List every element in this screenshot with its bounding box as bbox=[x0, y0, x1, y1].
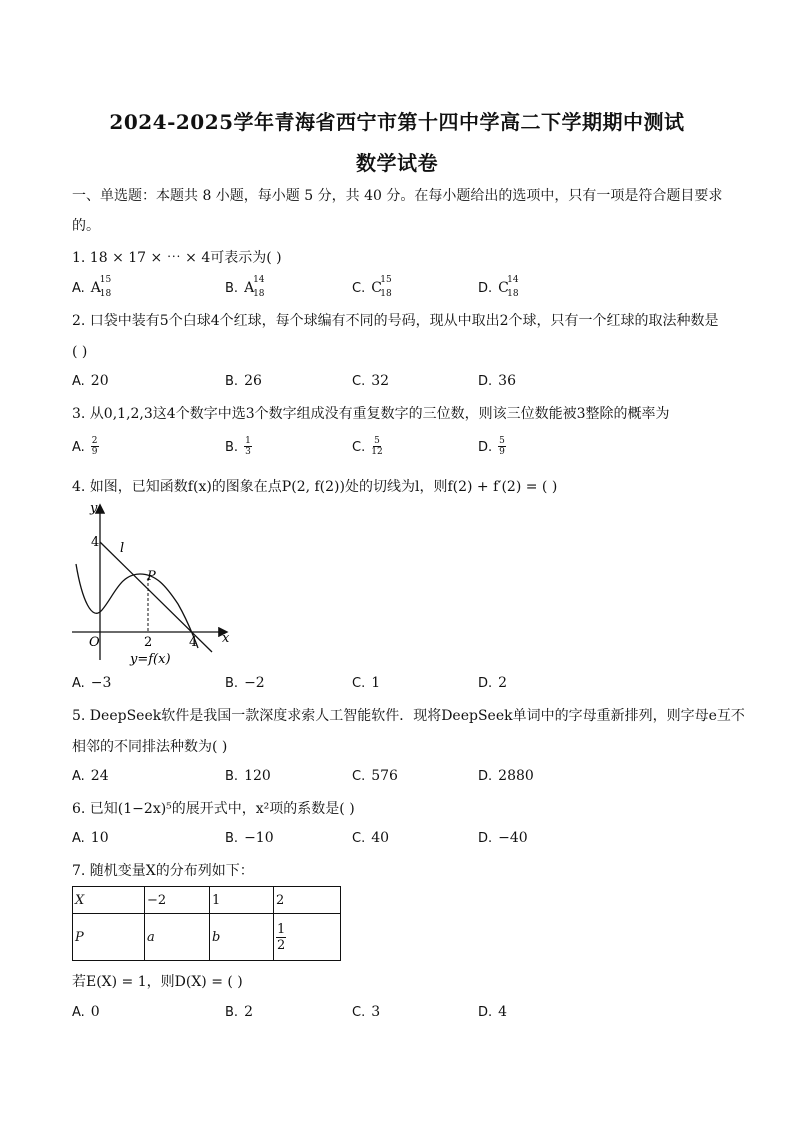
y-axis-label: y bbox=[90, 501, 98, 516]
option-b[interactable]: B. 120 bbox=[225, 768, 271, 784]
option-b[interactable]: B. −10 bbox=[225, 830, 274, 846]
question-2-options bbox=[72, 373, 732, 395]
question-6-stem: 6. 已知(1−2x)⁵的展开式中，x²项的系数是( ) bbox=[72, 801, 355, 817]
question-3-options bbox=[72, 436, 732, 458]
section-instruction: 一、单选题：本题共 8 小题，每小题 5 分，共 40 分。在每小题给出的选项中，只有一项是符合题目要求 bbox=[72, 188, 723, 204]
curve-label: y=f(x) bbox=[130, 652, 171, 667]
question-7-stem: 7. 随机变量X的分布列如下： bbox=[72, 863, 254, 879]
distribution-table bbox=[72, 886, 341, 961]
option-a[interactable]: A. A 15 18 bbox=[72, 275, 112, 299]
section-instruction-cont: 的。 bbox=[72, 218, 100, 234]
function-graph bbox=[70, 500, 240, 670]
question-5-stem: 5. DeepSeek软件是我国一款深度求索人工智能软件．现将DeepSeek单词中的字母重新排列，则字母e互不 bbox=[72, 708, 745, 724]
question-2-stem: 2. 口袋中装有5个白球4个红球，每个球编有不同的号码，现从中取出2个球，只有一个红球的取法种数是 bbox=[72, 313, 719, 329]
option-c[interactable]: C. 576 bbox=[352, 768, 398, 784]
option-b[interactable]: B. $\frac{1}{3}$ bbox=[225, 436, 251, 457]
question-7-options bbox=[72, 1004, 732, 1026]
table-row bbox=[73, 887, 341, 914]
option-c[interactable]: C. $\frac{5}{12}$ bbox=[352, 436, 383, 457]
question-1-stem: 1. 18 × 17 × ⋯ × 4可表示为( ) bbox=[72, 250, 282, 266]
question-1-options bbox=[72, 275, 732, 302]
page-title: 2024-2025学年青海省西宁市第十四中学高二下学期期中测试 bbox=[109, 110, 685, 134]
table-cell: 1 bbox=[210, 887, 274, 914]
question-4-options bbox=[72, 675, 732, 697]
tangent-label: l bbox=[120, 541, 125, 556]
option-d[interactable]: D. 4 bbox=[478, 1004, 508, 1020]
option-a[interactable]: A. 10 bbox=[72, 830, 109, 846]
option-d[interactable]: D. −40 bbox=[478, 830, 528, 846]
question-7-condition: 若E(X) = 1，则D(X) = ( ) bbox=[72, 974, 243, 990]
option-c[interactable]: C. 1 bbox=[352, 675, 381, 691]
option-d[interactable]: D. $\frac{5}{9}$ bbox=[478, 436, 505, 457]
table-row bbox=[73, 914, 341, 961]
question-5-options bbox=[72, 768, 732, 790]
option-d[interactable]: D. 2880 bbox=[478, 768, 534, 784]
option-b[interactable]: B. A 14 18 bbox=[225, 275, 265, 299]
question-3-stem: 3. 从0,1,2,3这4个数字中选3个数字组成没有重复数字的三位数，则该三位数能被3整除的概率为 bbox=[72, 406, 670, 422]
x-tick-4: 4 bbox=[189, 635, 198, 650]
question-4-stem: 4. 如图，已知函数f(x)的图象在点P(2, f(2))处的切线为l，则f(2) + f′(2) = ( ) bbox=[72, 479, 558, 495]
option-c[interactable]: C. 40 bbox=[352, 830, 390, 846]
option-d[interactable]: D. C 14 18 bbox=[478, 275, 519, 299]
question-5-stem-cont: 相邻的不同排法种数为( ) bbox=[72, 739, 228, 755]
option-a[interactable]: A. 20 bbox=[72, 373, 109, 389]
option-a[interactable]: A. 24 bbox=[72, 768, 109, 784]
x-tick-2: 2 bbox=[144, 635, 153, 650]
table-cell: 2 bbox=[274, 887, 341, 914]
table-cell: P bbox=[73, 914, 145, 961]
option-d[interactable]: D. 2 bbox=[478, 675, 508, 691]
table-cell: a bbox=[145, 914, 210, 961]
option-c[interactable]: C. 3 bbox=[352, 1004, 381, 1020]
option-b[interactable]: B. 2 bbox=[225, 1004, 253, 1020]
point-label: P bbox=[147, 569, 156, 584]
table-cell: b bbox=[210, 914, 274, 961]
question-6-options bbox=[72, 830, 732, 852]
question-2-stem-cont: ( ) bbox=[72, 344, 88, 360]
table-cell: X bbox=[73, 887, 145, 914]
option-b[interactable]: B. −2 bbox=[225, 675, 265, 691]
table-cell: $\frac{1}{2}$ bbox=[274, 914, 341, 961]
option-c[interactable]: C. 32 bbox=[352, 373, 390, 389]
option-c[interactable]: C. C 15 18 bbox=[352, 275, 392, 299]
page-subtitle: 数学试卷 bbox=[356, 151, 438, 175]
option-d[interactable]: D. 36 bbox=[478, 373, 516, 389]
x-axis-label: x bbox=[222, 631, 230, 646]
option-a[interactable]: A. 0 bbox=[72, 1004, 100, 1020]
option-b[interactable]: B. 26 bbox=[225, 373, 262, 389]
y-tick-4: 4 bbox=[91, 535, 100, 550]
option-a[interactable]: A. −3 bbox=[72, 675, 112, 691]
option-a[interactable]: A. $\frac{2}{9}$ bbox=[72, 436, 98, 457]
origin-label: O bbox=[89, 635, 100, 650]
table-cell: −2 bbox=[145, 887, 210, 914]
